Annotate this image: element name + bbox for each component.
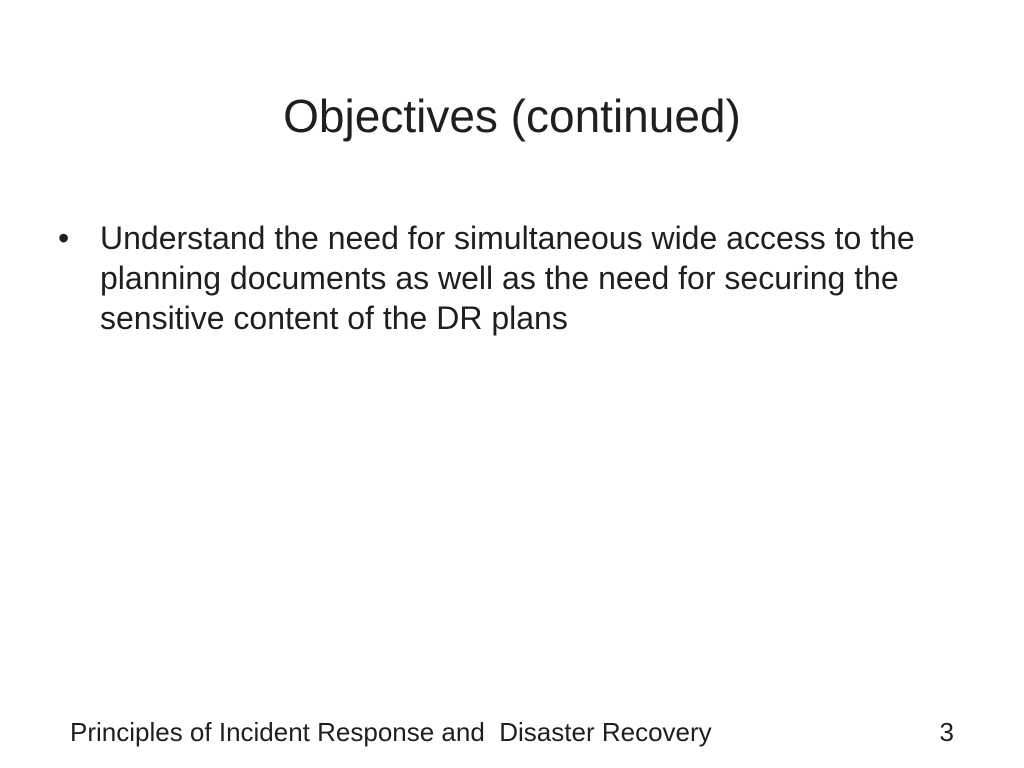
page-number: 3 bbox=[939, 717, 954, 747]
bullet-list bbox=[58, 218, 958, 338]
bullet-item bbox=[58, 218, 958, 338]
bullet-dot-icon: • bbox=[58, 220, 70, 256]
bullet-text: Understand the need for simultaneous wide access to the planning documents as well as the need for securing the sensitive content of the DR plans bbox=[100, 220, 915, 336]
footer-course-title: Principles of Incident Response and Disaster Recovery bbox=[70, 717, 712, 747]
slide-footer bbox=[70, 714, 954, 750]
slide-title: Objectives (continued) bbox=[283, 90, 741, 142]
